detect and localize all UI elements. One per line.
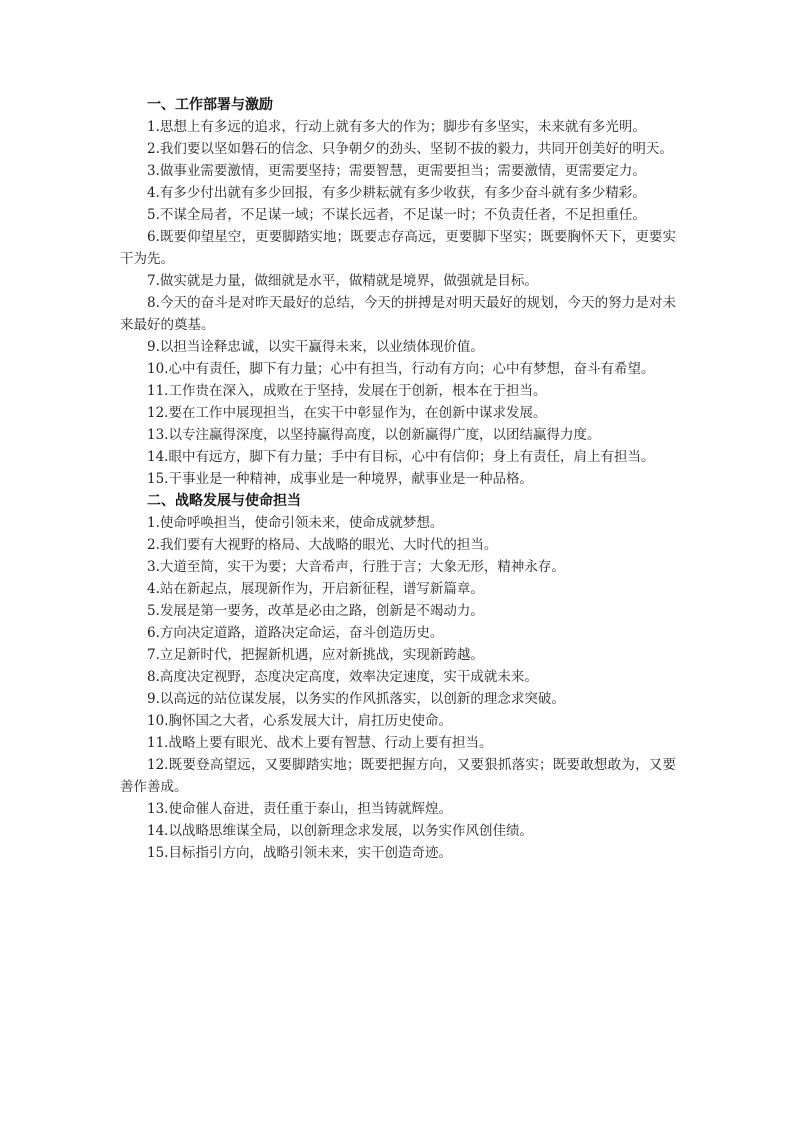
section-heading: 一、工作部署与激励 [147, 97, 273, 113]
list-item: 1.思想上有多远的追求，行动上就有多大的作为；脚步有多坚实，未来就有多光明。 [147, 119, 646, 135]
list-item: 6.方向决定道路，道路决定命运，奋斗创造历史。 [147, 625, 444, 641]
list-item: 9.以高远的站位谋发展，以务实的作风抓落实，以创新的理念求突破。 [147, 691, 565, 707]
list-item: 11.战略上要有眼光、战术上要有智慧、行动上要有担当。 [147, 735, 493, 751]
list-item: 12.既要登高望远，又要脚踏实地；既要把握方向，又要狠抓落实；既要敢想敢为，又要善作善成。 [120, 757, 676, 795]
list-item: 13.以专注赢得深度，以坚持赢得高度，以创新赢得广度，以团结赢得力度。 [147, 427, 601, 443]
list-item: 5.发展是第一要务，改革是必由之路，创新是不竭动力。 [147, 603, 484, 619]
list-item: 3.大道至简，实干为要；大音希声，行胜于言；大象无形，精神永存。 [147, 559, 565, 575]
list-item: 2.我们要以坚如磐石的信念、只争朝夕的劲头、坚韧不拔的毅力，共同开创美好的明天。 [147, 141, 673, 157]
list-item: 7.立足新时代，把握新机遇，应对新挑战，实现新跨越。 [147, 647, 484, 663]
document-body [120, 94, 676, 864]
list-item: 4.有多少付出就有多少回报，有多少耕耘就有多少收获，有多少奋斗就有多少精彩。 [147, 185, 646, 201]
list-item: 15.干事业是一种精神，成事业是一种境界，献事业是一种品格。 [147, 471, 533, 487]
section-heading: 二、战略发展与使命担当 [147, 493, 301, 509]
list-item: 6.既要仰望星空，更要脚踏实地；既要志存高远，更要脚下坚实；既要胸怀天下，更要实干为先。 [120, 229, 676, 267]
list-item: 12.要在工作中展现担当，在实干中彰显作为，在创新中谋求发展。 [147, 405, 547, 421]
list-item: 8.高度决定视野，态度决定高度，效率决定速度，实干成就未来。 [147, 669, 538, 685]
list-item: 10.胸怀国之大者，心系发展大计，肩扛历史使命。 [147, 713, 452, 729]
list-item: 3.做事业需要激情，更需要坚持；需要智慧，更需要担当；需要激情，更需要定力。 [147, 163, 646, 179]
list-item: 14.以战略思维谋全局，以创新理念求发展，以务实作风创佳绩。 [147, 823, 533, 839]
list-item: 2.我们要有大视野的格局、大战略的眼光、大时代的担当。 [147, 537, 498, 553]
list-item: 7.做实就是力量，做细就是水平，做精就是境界，做强就是目标。 [147, 273, 538, 289]
list-item: 8.今天的奋斗是对昨天最好的总结，今天的拼搏是对明天最好的规划，今天的努力是对未来最好的奠基。 [120, 295, 676, 333]
list-item: 1.使命呼唤担当，使命引领未来，使命成就梦想。 [147, 515, 444, 531]
list-item: 5.不谋全局者，不足谋一域；不谋长远者，不足谋一时；不负责任者，不足担重任。 [147, 207, 646, 223]
list-item: 15.目标指引方向，战略引领未来，实干创造奇迹。 [147, 845, 452, 861]
list-item: 9.以担当诠释忠诚，以实干赢得未来，以业绩体现价值。 [147, 339, 484, 355]
section-work-deployment [120, 94, 676, 490]
list-item: 13.使命催人奋进，责任重于泰山，担当铸就辉煌。 [147, 801, 452, 817]
list-item: 14.眼中有远方，脚下有力量；手中有目标，心中有信仰；身上有责任，肩上有担当。 [147, 449, 655, 465]
section-strategy-mission [120, 490, 676, 864]
list-item: 10.心中有责任，脚下有力量；心中有担当，行动有方向；心中有梦想，奋斗有希望。 [147, 361, 655, 377]
list-item: 11.工作贵在深入，成败在于坚持，发展在于创新，根本在于担当。 [147, 383, 547, 399]
list-item: 4.站在新起点，展现新作为，开启新征程，谱写新篇章。 [147, 581, 484, 597]
